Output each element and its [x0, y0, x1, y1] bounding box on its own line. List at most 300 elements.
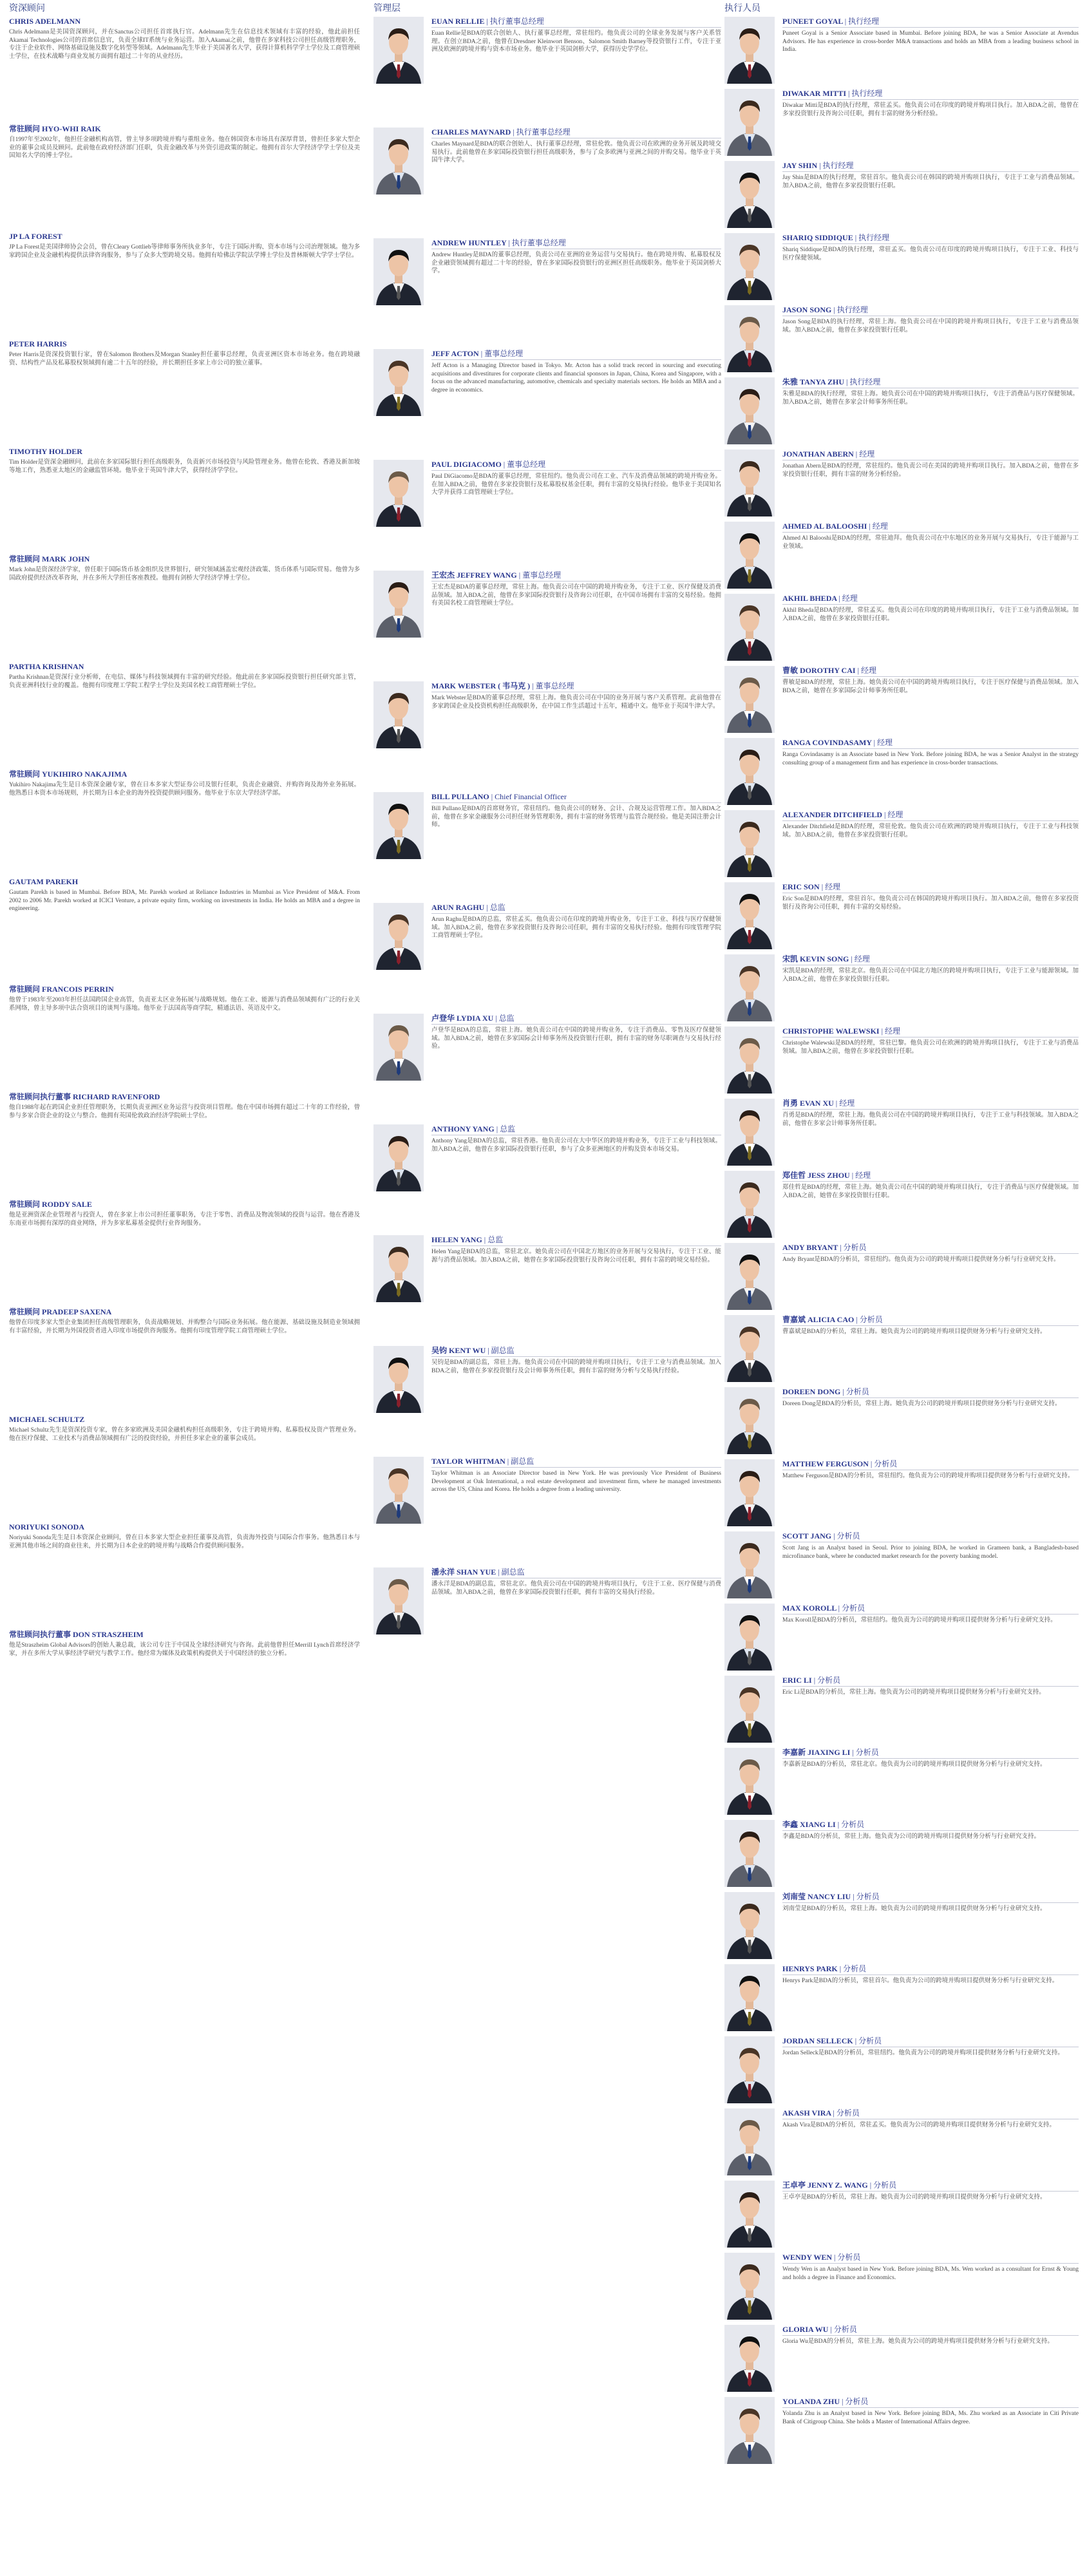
manager-name-line [431, 1014, 721, 1025]
executive-title: | 经理 [881, 1027, 901, 1036]
advisor-profile [9, 1522, 360, 1630]
advisors-list [9, 17, 360, 1738]
manager-title: | 执行董事总经理 [513, 128, 571, 137]
executive-bio: 曹敏是BDA的经理，常驻上海。她负责公司在中国的跨境并购项目执行，专注于医疗保健与消费品领域。加入BDA之前，她曾在多家国际会计师事务所任职。 [782, 679, 1079, 694]
manager-info [431, 1346, 721, 1457]
executive-name-line [782, 1820, 1079, 1831]
manager-title: | 董事总经理 [532, 681, 574, 690]
executive-photo [724, 450, 775, 516]
executive-title: | 分析员 [838, 1604, 865, 1613]
executive-photo [724, 1676, 775, 1743]
manager-photo [373, 1346, 424, 1413]
executive-profile [724, 594, 1079, 666]
executive-bio: Puneet Goyal is a Senior Associate based in Mumbai. Before joining BDA, he was a Senior Associate at Avendus Advisors. He has experience in cross-border M&A transactions and holds an MBA from a leading business school in India. [782, 30, 1079, 53]
executive-info [782, 738, 1079, 810]
executive-profile [724, 1027, 1079, 1099]
manager-photo [373, 460, 424, 527]
executive-info [782, 594, 1079, 666]
executive-profile [724, 233, 1079, 305]
manager-profile [373, 1124, 721, 1235]
executive-name-line [782, 377, 1079, 388]
executive-name: ERIC SON [782, 882, 820, 891]
executive-name-line [782, 2108, 1079, 2119]
executive-info [782, 1748, 1079, 1820]
advisor-name: JP LA FOREST [9, 232, 62, 241]
manager-title: | 董事总经理 [480, 349, 524, 358]
manager-profile [373, 128, 721, 238]
executive-title: | 分析员 [837, 1820, 865, 1829]
executive-name: PUNEET GOYAL [782, 17, 843, 26]
executive-name-line [782, 1099, 1079, 1110]
executive-title: | 分析员 [813, 1676, 841, 1685]
manager-name: BILL PULLANO [431, 792, 489, 801]
manager-profile [373, 460, 721, 571]
manager-bio: Mark Webster是BDA的董事总经理，常驻上海。他负责公司在中国的业务开展与客户关系管理。此前他曾在多家跨国企业及投资机构担任高级职务，在中国工作生活超过十五年，精通中文。他毕业于英国牛津大学。 [431, 695, 721, 710]
executive-photo [724, 2108, 775, 2175]
advisor-name: NORIYUKI SONODA [9, 1522, 85, 1531]
executive-title: | 经理 [851, 1171, 871, 1180]
manager-name-line [431, 238, 721, 249]
manager-name-line [431, 128, 721, 138]
executive-info [782, 233, 1079, 305]
executive-name: DIWAKAR MITTI [782, 89, 847, 98]
executive-photo [724, 377, 775, 444]
executive-info [782, 1459, 1079, 1531]
executive-photo [724, 1820, 775, 1887]
executive-info [782, 522, 1079, 594]
executive-title: | 经理 [873, 738, 893, 747]
executive-bio: Jason Song是BDA的执行经理，常驻上海。他负责公司在中国的跨境并购项目执行，专注于工业与消费品领域。加入BDA之前，他曾在多家投资银行任职。 [782, 319, 1079, 334]
executive-name: JONATHAN ABERN [782, 450, 854, 459]
manager-name: ANDREW HUNTLEY [431, 238, 507, 247]
manager-name-line [431, 1124, 721, 1135]
advisor-bio: JP La Forest是美国律师协会会员，曾在Cleary Gottlieb等律师事务所执业多年，专注于国际并购、资本市场与公司治理领域。他为多家跨国企业及金融机构提供法律咨询服务，参与了众多大型跨境交易。他拥有哈佛法学院法学博士学位及普林斯顿大学学士学位。 [9, 244, 360, 259]
management-section-title: 管理层 [373, 4, 401, 14]
executive-bio: 宋凯是BDA的经理，常驻北京。他负责公司在中国北方地区的跨境并购项目执行，专注于工业与能源领域。加入BDA之前，他曾在多家投资银行任职。 [782, 968, 1079, 983]
manager-name-line [431, 1235, 721, 1246]
executive-title: | 分析员 [833, 1531, 860, 1540]
executive-name-line [782, 522, 1079, 533]
executive-name-line [782, 2253, 1079, 2264]
manager-photo [373, 1457, 424, 1524]
executive-name-line [782, 1531, 1079, 1542]
executive-name-line [782, 666, 1079, 677]
executive-name-line [782, 738, 1079, 749]
executive-name: WENDY WEN [782, 2253, 833, 2262]
advisor-bio: 自1997年至2002年，他担任金融机构高管，曾主导多项跨境并购与重组业务。他在韩国资本市场具有深厚背景，曾担任多家大型企业的董事会成员及顾问。此前他在政府经济部门任职，负责金融改革与外资引进政策的制定。他拥有首尔大学经济学学士学位及美国知名大学的博士学位。 [9, 137, 360, 159]
executive-title: | 分析员 [842, 1387, 869, 1396]
manager-profile [373, 1567, 721, 1678]
manager-name: HELEN YANG [431, 1235, 482, 1244]
executive-name: 曹敏 DOROTHY CAI [782, 666, 856, 675]
executive-title: | 经理 [821, 882, 841, 891]
advisor-profile [9, 1200, 360, 1307]
manager-info [431, 571, 721, 681]
executive-info [782, 2181, 1079, 2253]
manager-profile [373, 792, 721, 903]
executive-name-line [782, 882, 1079, 893]
executive-bio: Alexander Ditchfield是BDA的经理，常驻伦敦。他负责公司在欧洲的跨境并购项目执行，专注于工业与科技领域。加入BDA之前，他曾在多家投资银行任职。 [782, 824, 1079, 838]
executive-title: | 经理 [869, 522, 888, 531]
executive-title: | 分析员 [833, 2108, 860, 2117]
executive-name: 王卓亭 JENNY Z. WANG [782, 2181, 868, 2190]
executive-name: MATTHEW FERGUSON [782, 1459, 869, 1468]
executive-profile [724, 305, 1079, 377]
manager-name: EUAN RELLIE [431, 17, 485, 26]
executive-name: HENRYS PARK [782, 1964, 838, 1973]
executive-bio: Gloria Wu是BDA的分析员，常驻上海。她负责为公司的跨境并购项目提供财务分析与行业研究支持。 [782, 2338, 1054, 2345]
executive-profile [724, 1531, 1079, 1604]
manager-name-line [431, 1346, 721, 1357]
executive-info [782, 2036, 1079, 2108]
executive-name: 肖勇 EVAN XU [782, 1099, 834, 1108]
executive-photo [724, 1171, 775, 1238]
executive-profile [724, 522, 1079, 594]
manager-bio: Bill Pullano是BDA的首席财务官，常驻纽约。他负责公司的财务、会计、合规及运营管理工作。加入BDA之前，他曾在多家金融服务公司担任财务管理职务，拥有丰富的财务管理与监管合规经验。他是美国注册会计师。 [431, 806, 721, 828]
executive-name: GLORIA WU [782, 2325, 829, 2334]
manager-profile [373, 1235, 721, 1346]
advisor-name: 常驻顾问执行董事 RICHARD RAVENFORD [9, 1092, 160, 1101]
executive-bio: 朱雅是BDA的执行经理，常驻上海。她负责公司在中国的跨境并购项目执行，专注于消费品与医疗保健领域。加入BDA之前，她曾在多家会计师事务所任职。 [782, 391, 1079, 406]
manager-photo [373, 238, 424, 305]
executive-bio: Jordan Selleck是BDA的分析员，常驻纽约。他负责为公司的跨境并购项目提供财务分析与行业研究支持。 [782, 2050, 1064, 2056]
executive-profile [724, 1964, 1079, 2036]
executive-photo [724, 1099, 775, 1166]
executive-name: JASON SONG [782, 305, 832, 314]
advisor-bio: Gautam Parekh is based in Mumbai. Before BDA, Mr. Parekh worked at Reliance Industries in Mumbai as Vice President of M&A. From 2002 to 2006 Mr. Parekh worked at ICICI Venture, a private equity firm, working on investments in India. He holds an MBA and a degree in engineering. [9, 889, 360, 912]
executive-title: | 分析员 [834, 2253, 861, 2262]
executive-photo [724, 305, 775, 372]
manager-title: | 董事总经理 [503, 460, 546, 469]
executives-list [724, 17, 1079, 2469]
executive-profile [724, 1315, 1079, 1387]
advisor-name: 常驻顾问 PRADEEP SAXENA [9, 1307, 112, 1316]
executive-photo [724, 1315, 775, 1382]
manager-name: ARUN RAGHU [431, 903, 485, 912]
executive-name-line [782, 17, 1079, 28]
executive-bio: Andy Bryant是BDA的分析员，常驻纽约。他负责为公司的跨境并购项目提供财务分析与行业研究支持。 [782, 1256, 1060, 1263]
executive-profile [724, 17, 1079, 89]
executive-name: 李鑫 XIANG LI [782, 1820, 836, 1829]
executive-name-line [782, 954, 1079, 965]
executive-bio: Eric Li是BDA的分析员，常驻上海。他负责为公司的跨境并购项目提供财务分析与行业研究支持。 [782, 1689, 1045, 1696]
executive-name-line [782, 2397, 1079, 2408]
advisor-name: CHRIS ADELMANN [9, 17, 81, 26]
executive-title: | 执行经理 [819, 161, 854, 170]
advisor-name: TIMOTHY HOLDER [9, 447, 82, 456]
executives-section-title: 执行人员 [724, 4, 761, 14]
manager-name-line [431, 792, 721, 803]
executive-name: JAY SHIN [782, 161, 818, 170]
executive-title: | 执行经理 [848, 89, 883, 98]
manager-name-line [431, 349, 721, 360]
manager-bio: Arun Raghu是BDA的总监，常驻孟买。他负责公司在印度的跨境并购业务，专注于工业、科技与医疗保健领域。加入BDA之前，他曾在多家投资银行及咨询公司任职，拥有丰富的交易执行经验。他拥有印度管理学院工商管理硕士学位。 [431, 916, 721, 939]
executive-title: | 分析员 [869, 2181, 897, 2190]
manager-info [431, 1457, 721, 1567]
advisor-profile [9, 1092, 360, 1200]
executive-photo [724, 161, 775, 228]
advisor-bio: Partha Krishnan是资深行业分析师，在电信、媒体与科技领域拥有丰富的研究经验。他此前在多家国际投资银行担任研究部主管，负责亚洲科技行业的覆盖。他拥有印度理工学院工程学士学位及美国名校工商管理硕士学位。 [9, 674, 360, 689]
manager-photo [373, 1567, 424, 1634]
advisor-profile [9, 1307, 360, 1415]
advisor-profile [9, 1630, 360, 1738]
manager-bio: Helen Yang是BDA的总监，常驻北京。她负责公司在中国北方地区的业务开展与交易执行，专注于工业、能源与消费品领域。加入BDA之前，她曾在多家国际投资银行及咨询公司任职，拥有丰富的跨境交易经验。 [431, 1249, 721, 1264]
executive-name: ERIC LI [782, 1676, 812, 1685]
executive-title: | 经理 [838, 594, 858, 603]
executive-info [782, 89, 1079, 161]
advisor-name: 常驻顾问 YUKIHIRO NAKAJIMA [9, 770, 128, 779]
executive-profile [724, 1604, 1079, 1676]
advisor-profile [9, 17, 360, 124]
manager-info [431, 903, 721, 1014]
executive-name-line [782, 305, 1079, 316]
manager-name-line [431, 460, 721, 471]
manager-title: | 总监 [486, 903, 506, 912]
manager-name-line [431, 681, 721, 692]
executive-bio: Akash Vira是BDA的分析员，常驻孟买。他负责为公司的跨境并购项目提供财务分析与行业研究支持。 [782, 2122, 1055, 2128]
executive-info [782, 1820, 1079, 1892]
executive-bio: Matthew Ferguson是BDA的分析员，常驻纽约。他负责为公司的跨境并购项目提供财务分析与行业研究支持。 [782, 1473, 1074, 1479]
executive-name: SHARIQ SIDDIQUE [782, 233, 853, 242]
executives-column [724, 0, 1079, 2576]
executive-photo [724, 233, 775, 300]
executive-name: ANDY BRYANT [782, 1243, 838, 1252]
advisor-profile [9, 877, 360, 985]
executive-photo [724, 594, 775, 661]
executive-bio: Shariq Siddique是BDA的执行经理，常驻孟买。他负责公司在印度的跨境并购项目执行，专注于工业、科技与医疗保健领域。 [782, 247, 1079, 261]
executive-info [782, 1676, 1079, 1748]
advisor-bio: Mark John是资深经济学家，曾任职于国际货币基金组织及世界银行，研究领域涵盖宏观经济政策、货币体系与国际贸易。他曾为多国政府提供经济改革咨询，并在多所大学担任客座教授。他拥有剑桥大学经济学博士学位。 [9, 567, 360, 582]
executive-photo [724, 89, 775, 156]
manager-title: | 执行董事总经理 [486, 17, 544, 26]
advisor-profile [9, 554, 360, 662]
executive-name-line [782, 233, 1079, 244]
manager-name: 王宏杰 JEFFREY WANG [431, 571, 517, 580]
executive-bio: Wendy Wen is an Analyst based in New York. Before joining BDA, Ms. Wen worked as a consultant for Ernst & Young and holds a degree in Finance and Economics. [782, 2266, 1079, 2281]
executive-profile [724, 1099, 1079, 1171]
executive-bio: Ranga Covindasamy is an Associate based in New York. Before joining BDA, he was a Senior Analyst in the strategy consulting group of a management firm and has experience in cross-border transactions. [782, 752, 1079, 766]
executive-name-line [782, 89, 1079, 100]
manager-photo [373, 571, 424, 638]
executive-name: CHRISTOPHE WALEWSKI [782, 1027, 880, 1036]
executive-bio: Jonathan Abern是BDA的经理，常驻纽约。他负责公司在美国的跨境并购项目执行。加入BDA之前，他曾在多家投资银行任职，拥有丰富的财务分析经验。 [782, 463, 1079, 478]
executive-title: | 经理 [857, 666, 876, 675]
advisor-name: PETER HARRIS [9, 339, 67, 348]
executive-name: 刘南莹 NANCY LIU [782, 1892, 851, 1901]
manager-photo [373, 1235, 424, 1302]
executive-info [782, 810, 1079, 882]
executive-info [782, 1243, 1079, 1315]
executive-bio: 李嘉新是BDA的分析员，常驻北京。他负责为公司的跨境并购项目提供财务分析与行业研究支持。 [782, 1761, 1046, 1768]
manager-info [431, 349, 721, 460]
executive-bio: Yolanda Zhu is an Analyst based in New York. Before joining BDA, Ms. Zhu worked as an Associate in Citi Private Bank of Citigroup China. She holds a Master of International Affairs degree. [782, 2410, 1079, 2425]
executive-photo [724, 2325, 775, 2392]
executive-profile [724, 954, 1079, 1027]
executive-profile [724, 377, 1079, 450]
manager-photo [373, 349, 424, 416]
executive-photo [724, 954, 775, 1021]
advisor-profile [9, 985, 360, 1092]
executive-profile [724, 161, 1079, 233]
executive-title: | 分析员 [840, 1243, 867, 1252]
executive-bio: Diwakar Mitti是BDA的执行经理，常驻孟买。他负责公司在印度的跨境并购项目执行。加入BDA之前，他曾在多家投资银行及咨询公司任职，拥有丰富的财务分析经验。 [782, 102, 1079, 117]
advisor-profile [9, 447, 360, 554]
manager-bio: Andrew Huntley是BDA的董事总经理，负责公司在亚洲的业务运营与交易执行。他在跨境并购、私募股权及企业融资领域拥有超过二十年的经验，曾在多家国际投资银行的亚洲区担任高级职务。他毕业于英国剑桥大学。 [431, 252, 721, 274]
executive-name: MAX KOROLL [782, 1604, 837, 1613]
executive-title: | 分析员 [830, 2325, 857, 2334]
executive-name-line [782, 594, 1079, 605]
executive-name: AKHIL BHEDA [782, 594, 837, 603]
executive-name: DOREEN DONG [782, 1387, 841, 1396]
executive-title: | 执行经理 [855, 233, 890, 242]
executive-name-line [782, 1964, 1079, 1975]
manager-name: PAUL DIGIACOMO [431, 460, 502, 469]
advisor-name: 常驻顾问 FRANCOIS PERRIN [9, 985, 114, 994]
executive-info [782, 954, 1079, 1027]
executive-name: 朱雅 TANYA ZHU [782, 377, 845, 386]
manager-title: | 总监 [484, 1235, 504, 1244]
executive-profile [724, 89, 1079, 161]
manager-profile [373, 349, 721, 460]
executive-title: | 执行经理 [844, 17, 880, 26]
manager-info [431, 128, 721, 238]
manager-bio: 吴钧是BDA的副总监，常驻上海。他负责公司在中国的跨境并购项目执行，专注于工业与消费品领域。加入BDA之前，他曾在多家投资银行及会计师事务所任职，拥有丰富的财务分析与交易执行经验。 [431, 1359, 721, 1374]
executive-bio: 曹嘉斌是BDA的分析员，常驻上海。她负责为公司的跨境并购项目提供财务分析与行业研究支持。 [782, 1329, 1046, 1335]
manager-title: | 总监 [496, 1124, 516, 1133]
executive-bio: Eric Son是BDA的经理，常驻首尔。他负责公司在韩国的跨境并购项目执行。加入BDA之前，他曾在多家投资银行及咨询公司任职，拥有丰富的交易经验。 [782, 896, 1079, 911]
executive-info [782, 17, 1079, 89]
executive-info [782, 1099, 1079, 1171]
executive-info [782, 1892, 1079, 1964]
manager-title: | 总监 [495, 1014, 515, 1023]
executive-info [782, 1171, 1079, 1243]
manager-profile [373, 903, 721, 1014]
advisor-name: GAUTAM PAREKH [9, 877, 79, 886]
executive-name-line [782, 2325, 1079, 2336]
executive-name-line [782, 2181, 1079, 2192]
executive-profile [724, 1892, 1079, 1964]
executive-bio: Jay Shin是BDA的执行经理，常驻首尔。他负责公司在韩国的跨境并购项目执行，专注于工业与消费品领域。加入BDA之前，他曾在多家投资银行任职。 [782, 175, 1079, 189]
executive-bio: Akhil Bheda是BDA的经理，常驻孟买。他负责公司在印度的跨境并购项目执行，专注于工业与消费品领域。加入BDA之前，他曾在多家投资银行任职。 [782, 607, 1079, 622]
manager-info [431, 1567, 721, 1678]
executive-profile [724, 1171, 1079, 1243]
executive-bio: 李鑫是BDA的分析员，常驻上海。他负责为公司的跨境并购项目提供财务分析与行业研究支持。 [782, 1833, 1041, 1840]
executive-photo [724, 1964, 775, 2031]
advisor-bio: Tim Holder是资深金融顾问，此前在多家国际银行担任高级职务，负责新兴市场投资与风险管理业务。他曾在伦敦、香港及新加坡等地工作，熟悉亚太地区的金融监管环境。他毕业于英国牛津大学，获得经济学学位。 [9, 459, 360, 474]
executive-name-line [782, 1243, 1079, 1254]
executive-profile [724, 1459, 1079, 1531]
executive-name-line [782, 450, 1079, 460]
executive-name: SCOTT JANG [782, 1531, 832, 1540]
executive-info [782, 305, 1079, 377]
advisor-name: 常驻顾问执行董事 DON STRASZHEIM [9, 1630, 144, 1639]
executive-profile [724, 2253, 1079, 2325]
executive-title: | 分析员 [842, 2397, 869, 2406]
executive-name: AKASH VIRA [782, 2108, 831, 2117]
executive-name: YOLANDA ZHU [782, 2397, 840, 2406]
executive-profile [724, 1820, 1079, 1892]
executive-profile [724, 2181, 1079, 2253]
executive-info [782, 2253, 1079, 2325]
manager-bio: 卢登华是BDA的总监，常驻上海。她负责公司在中国的跨境并购业务，专注于消费品、零售及医疗保健领域。加入BDA之前，她曾在多家国际会计师事务所及投资银行任职，拥有丰富的财务尽职调查与交易执行经验。 [431, 1027, 721, 1050]
manager-info [431, 238, 721, 349]
executive-info [782, 1964, 1079, 2036]
executive-info [782, 161, 1079, 233]
advisor-name: 常驻顾问 RODDY SALE [9, 1200, 92, 1209]
executive-info [782, 377, 1079, 450]
executive-name-line [782, 1315, 1079, 1326]
manager-photo [373, 1124, 424, 1191]
manager-profile [373, 1457, 721, 1567]
executive-title: | 经理 [851, 954, 870, 963]
executive-name: 郑佳哲 JESS ZHOU [782, 1171, 850, 1180]
executive-bio: Christophe Walewski是BDA的经理，常驻巴黎。他负责公司在欧洲的跨境并购项目执行，专注于工业与消费品领域。加入BDA之前，他曾在多家投资银行任职。 [782, 1040, 1079, 1055]
executive-title: | 执行经理 [833, 305, 868, 314]
manager-title: | 副总监 [487, 1346, 515, 1355]
manager-profile [373, 1346, 721, 1457]
manager-name: JEFF ACTON [431, 349, 479, 358]
manager-name: 吴钧 KENT WU [431, 1346, 486, 1355]
manager-bio: Jeff Acton is a Managing Director based in Tokyo. Mr. Acton has a solid track record in sourcing and executing acquisitions and divestitures for corporate clients and financial sponsors in Japan, China, Korea and Singapore, with a focus on the advanced manufacturing, automotive, chemicals and specialty materials sectors. He holds an MBA and a degree in economics. [431, 363, 721, 393]
executive-photo [724, 2397, 775, 2464]
executive-profile [724, 1676, 1079, 1748]
executive-title: | 分析员 [870, 1459, 898, 1468]
management-list [373, 17, 721, 1678]
manager-profile [373, 571, 721, 681]
executive-profile [724, 1243, 1079, 1315]
manager-name: MARK WEBSTER ( 韦马克 ) [431, 681, 531, 690]
executive-title: | 分析员 [853, 1892, 880, 1901]
executive-photo [724, 1459, 775, 1526]
manager-profile [373, 17, 721, 128]
advisor-bio: Yukihiro Nakajima先生是日本资深金融专家，曾在日本多家大型证券公司及银行任职，负责企业融资、并购咨询及海外业务拓展。他熟悉日本资本市场规则，并长期为日本企业的海外投资提供顾问服务。他毕业于东京大学经济学部。 [9, 782, 360, 797]
manager-name: 卢登华 LYDIA XU [431, 1014, 494, 1023]
executive-info [782, 1315, 1079, 1387]
executive-photo [724, 1748, 775, 1815]
manager-photo [373, 1014, 424, 1081]
manager-name: CHARLES MAYNARD [431, 128, 511, 137]
executive-profile [724, 1387, 1079, 1459]
manager-bio: 潘永洋是BDA的副总监，常驻北京。他负责公司在中国的跨境并购项目执行，专注于工业、医疗保健与消费品领域。加入BDA之前，他曾在多家国际投资银行任职，拥有丰富的交易执行经验。 [431, 1581, 721, 1596]
manager-photo [373, 17, 424, 84]
advisor-profile [9, 770, 360, 877]
manager-profile [373, 238, 721, 349]
manager-title: | 董事总经理 [518, 571, 562, 580]
manager-bio: 王宏杰是BDA的董事总经理，常驻上海。他负责公司在中国的跨境并购业务，专注于工业、医疗保健及消费品领域。加入BDA之前，他曾在多家国际投资银行及咨询公司任职，在中国市场拥有丰富的交易经验。他拥有美国名校工商管理硕士学位。 [431, 584, 721, 607]
manager-info [431, 1014, 721, 1124]
advisor-bio: Peter Harris是资深投资银行家，曾在Salomon Brothers及Morgan Stanley担任董事总经理，负责亚洲区资本市场业务。他在跨境融资、结构性产品及私募股权领域拥有逾二十五年的经验，并长期担任多家上市公司的独立董事。 [9, 352, 360, 366]
manager-title: | 执行董事总经理 [508, 238, 566, 247]
executive-name-line [782, 2036, 1079, 2047]
executive-photo [724, 1027, 775, 1094]
advisor-name: PARTHA KRISHNAN [9, 662, 84, 671]
executive-title: | 经理 [855, 450, 875, 459]
executive-name-line [782, 1604, 1079, 1615]
executive-title: | 执行经理 [846, 377, 881, 386]
advisor-profile [9, 1415, 360, 1522]
executive-title: | 经理 [835, 1099, 855, 1108]
advisor-profile [9, 339, 360, 447]
executive-bio: Henrys Park是BDA的分析员，常驻首尔。他负责为公司的跨境并购项目提供财务分析与行业研究支持。 [782, 1978, 1059, 1984]
executive-bio: 刘南莹是BDA的分析员，常驻上海。她负责为公司的跨境并购项目提供财务分析与行业研究支持。 [782, 1906, 1046, 1912]
executive-name: RANGA COVINDASAMY [782, 738, 872, 747]
executive-info [782, 1387, 1079, 1459]
executive-photo [724, 17, 775, 84]
executive-photo [724, 810, 775, 877]
executive-profile [724, 2036, 1079, 2108]
advisor-profile [9, 232, 360, 339]
advisor-bio: Michael Schultz先生是资深投资专家，曾在多家欧洲及美国金融机构担任高级职务，专注于跨境并购、私募股权及资产管理业务。他在医疗保健、工业技术与消费品领域拥有广泛的投资经验，并担任多家企业的董事会成员。 [9, 1427, 360, 1442]
